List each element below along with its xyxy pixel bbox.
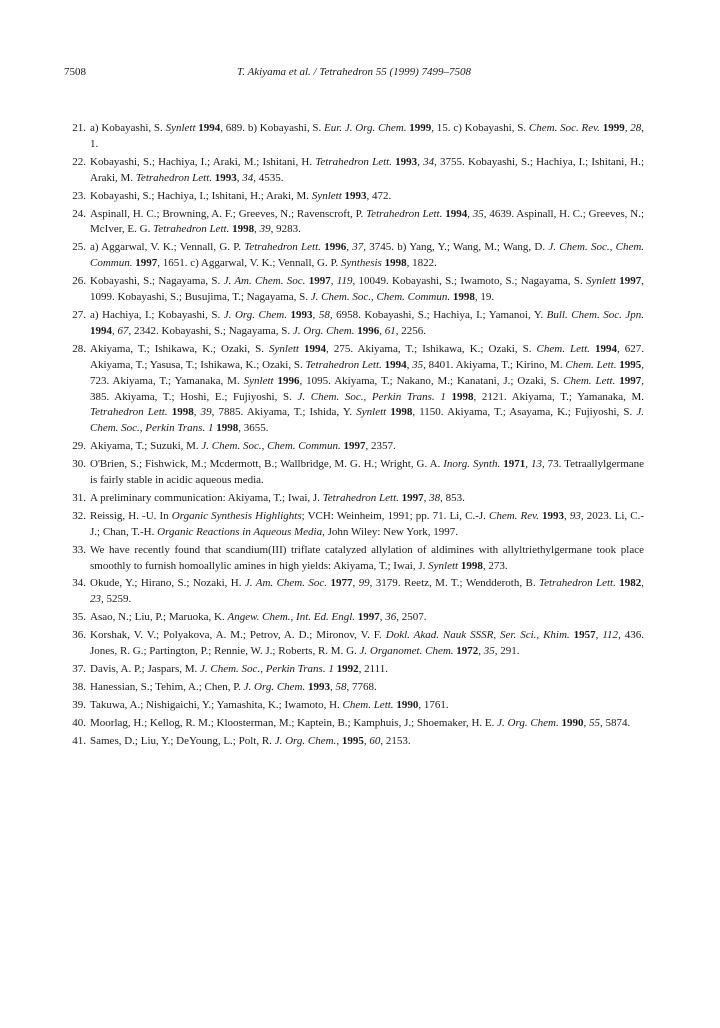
- reference-number: 26.: [72, 275, 86, 288]
- page-number: 7508: [64, 66, 86, 78]
- reference-text: Moorlag, H.; Kellog, R. M.; Kloosterman, M.; Kaptein, B.; Kamphuis, J.; Shoemaker, H. E. J. Org. Chem. 1990, 55, 5874.: [90, 716, 631, 729]
- reference-number: 23.: [72, 189, 86, 202]
- reference-text: a) Hachiya, I.; Kobayashi, S. J. Org. Chem. 1993, 58, 6958. Kobayashi, S.; Hachiya, I.; Yamanoi, Y. Bull. Chem. Soc. Jpn. 1994, 67, 2342. Kobayashi, S.; Nagayama, S. J. Org. Chem. 1996, 61, 2256.: [90, 308, 645, 337]
- reference-number: 39.: [72, 698, 86, 711]
- reference-item: [64, 491, 644, 507]
- reference-number: 35.: [72, 611, 86, 624]
- reference-text: A preliminary communication: Akiyama, T.; Iwai, J. Tetrahedron Lett. 1997, 38, 853.: [90, 491, 465, 504]
- reference-text: Hanessian, S.; Tehim, A.; Chen, P. J. Org. Chem. 1993, 58, 7768.: [90, 680, 377, 693]
- reference-item: [64, 680, 644, 696]
- reference-number: 34.: [72, 577, 86, 590]
- reference-text: Aspinall, H. C.; Browning, A. F.; Greeves, N.; Ravenscroft, P. Tetrahedron Lett. 1994, 35, 4639. Aspinall, H. C.; Greeves, N.; McIver, E. G. Tetrahedron Lett. 1998, 39, 9283.: [90, 207, 645, 236]
- reference-number: 28.: [72, 342, 86, 355]
- page-header: [64, 66, 644, 82]
- reference-number: 33.: [72, 543, 86, 556]
- reference-number: 22.: [72, 155, 86, 168]
- reference-list: [64, 121, 644, 752]
- reference-number: 37.: [72, 663, 86, 675]
- reference-text: Akiyama, T.; Ishikawa, K.; Ozaki, S. Synlett 1994, 275. Akiyama, T.; Ishikawa, K.; Ozaki, S. Chem. Lett. 1994, 627. Akiyama, T.; Yasusa, T.; Ishikawa, K.; Ozaki, S. Tetrahedron Lett. 1994, 35, 8401. Akiyama, T.; Kirino, M. Chem. Lett. 1995, 723. Akiyama, T.; Yamanaka, M. Synlett 1996, 1095. Akiyama, T.; Nakano, M.; Kanatani, J.; Ozaki, S. Chem. Lett. 1997, 385. Akiyama, T.; Hoshi, E.; Fujiyoshi, S. J. Chem. Soc., Perkin Trans. 1 1998, 2121. Akiyama, T.; Yamanaka, M. Tetrahedron Lett. 1998, 39, 7885. Akiyama, T.; Ishida, Y. Synlett 1998, 1150. Akiyama, T.; Asayama, K.; Fujiyoshi, S. J. Chem. Soc., Perkin Trans. 1 1998, 3655.: [90, 342, 645, 435]
- reference-number: 40.: [72, 716, 86, 729]
- reference-text: Kobayashi, S.; Hachiya, I.; Araki, M.; Ishitani, H. Tetrahedron Lett. 1993, 34, 3755. Kobayashi, S.; Hachiya, I.; Ishitani, H.; Araki, M. Tetrahedron Lett. 1993, 34, 4535.: [90, 155, 645, 184]
- reference-text: Kobayashi, S.; Hachiya, I.; Ishitani, H.; Araki, M. Synlett 1993, 472.: [90, 189, 392, 202]
- reference-item: [64, 274, 644, 306]
- reference-item: [64, 734, 644, 750]
- reference-item: [64, 457, 644, 489]
- reference-text: Okude, Y.; Hirano, S.; Nozaki, H. J. Am. Chem. Soc. 1977, 99, 3179. Reetz, M. T.; Wendderoth, B. Tetrahedron Lett. 1982, 23, 5259.: [90, 577, 645, 606]
- reference-text: Kobayashi, S.; Nagayama, S. J. Am. Chem. Soc. 1997, 119, 10049. Kobayashi, S.; Iwamoto, S.; Nagayama, S. Synlett 1997, 1099. Kobayashi, S.; Busujima, T.; Nagayama, S. J. Chem. Soc., Chem. Commun. 1998, 19.: [90, 275, 645, 304]
- reference-number: 25.: [72, 241, 86, 254]
- reference-item: [64, 308, 644, 340]
- reference-number: 27.: [72, 308, 86, 321]
- reference-text: Asao, N.; Liu, P.; Maruoka, K. Angew. Chem., Int. Ed. Engl. 1997, 36, 2507.: [90, 611, 427, 624]
- reference-text: We have recently found that scandium(III) triflate catalyzed allylation of aldimines with allyltriethylgermane took place smoothly to furnish homoallylic amines in high yields: Akiyama, T.; Iwai, J. Synlett 1998, 273.: [90, 543, 644, 572]
- reference-item: [64, 543, 644, 575]
- reference-item: [64, 716, 644, 732]
- reference-item: [64, 121, 644, 153]
- reference-number: 41.: [72, 734, 86, 747]
- reference-item: [64, 155, 644, 187]
- reference-text: Takuwa, A.; Nishigaichi, Y.; Yamashita, K.; Iwamoto, H. Chem. Lett. 1990, 1761.: [90, 698, 449, 711]
- reference-item: [64, 240, 644, 272]
- reference-item: [64, 698, 644, 714]
- reference-number: 36.: [72, 629, 86, 642]
- reference-item: [64, 189, 644, 205]
- running-head: T. Akiyama et al. / Tetrahedron 55 (1999) 7499–7508: [236, 66, 472, 78]
- reference-number: 32.: [72, 509, 86, 522]
- reference-item: [64, 628, 644, 660]
- reference-number: 30.: [72, 458, 86, 471]
- reference-text: Akiyama, T.; Suzuki, M. J. Chem. Soc., Chem. Commun. 1997, 2357.: [90, 440, 396, 453]
- reference-text: a) Kobayashi, S. Synlett 1994, 689. b) Kobayashi, S. Eur. J. Org. Chem. 1999, 15. c) Kobayashi, S. Chem. Soc. Rev. 1999, 28, 1.: [90, 122, 644, 150]
- reference-text: Korshak, V. V.; Polyakova, A. M.; Petrov, A. D.; Mironov, V. F. Dokl. Akad. Nauk SSSR, Ser. Sci., Khim. 1957, 112, 436. Jones, R. G.; Partington, P.; Rennie, W. J.; Roberts, R. M. G. J. Organomet. Chem. 1972, 35, 291.: [90, 629, 645, 658]
- reference-item: [64, 576, 644, 608]
- reference-text: a) Aggarwal, V. K.; Vennall, G. P. Tetrahedron Lett. 1996, 37, 3745. b) Yang, Y.; Wang, M.; Wang, D. J. Chem. Soc., Chem. Commun. 1997, 1651. c) Aggarwal, V. K.; Vennall, G. P. Synthesis 1998, 1822.: [90, 241, 645, 270]
- reference-item: [64, 342, 644, 437]
- reference-text: O'Brien, S.; Fishwick, M.; Mcdermott, B.; Wallbridge, M. G. H.; Wright, G. A. Inorg. Synth. 1971, 13, 73. Tetraallylgermane is fairly stable in acidic aqueous media.: [90, 458, 645, 487]
- reference-text: Davis, A. P.; Jaspars, M. J. Chem. Soc., Perkin Trans. 1 1992, 2111.: [90, 663, 389, 675]
- reference-item: [64, 439, 644, 455]
- reference-number: 31.: [72, 491, 86, 504]
- reference-item: [64, 207, 644, 239]
- reference-number: 24.: [72, 207, 86, 220]
- reference-item: [64, 662, 644, 678]
- reference-text: Reissig, H. -U. In Organic Synthesis Highlights; VCH: Weinheim, 1991; pp. 71. Li, C.-J. Chem. Rev. 1993, 93, 2023. Li, C.-J.; Chan, T.-H. Organic Reactions in Aqueous Media, John Wiley: New York, 1997.: [90, 509, 644, 538]
- reference-item: [64, 509, 644, 541]
- reference-number: 21.: [72, 122, 86, 134]
- reference-item: [64, 610, 644, 626]
- reference-number: 29.: [72, 440, 86, 453]
- reference-number: 38.: [72, 680, 86, 693]
- reference-text: Sames, D.; Liu, Y.; DeYoung, L.; Polt, R. J. Org. Chem., 1995, 60, 2153.: [90, 734, 411, 747]
